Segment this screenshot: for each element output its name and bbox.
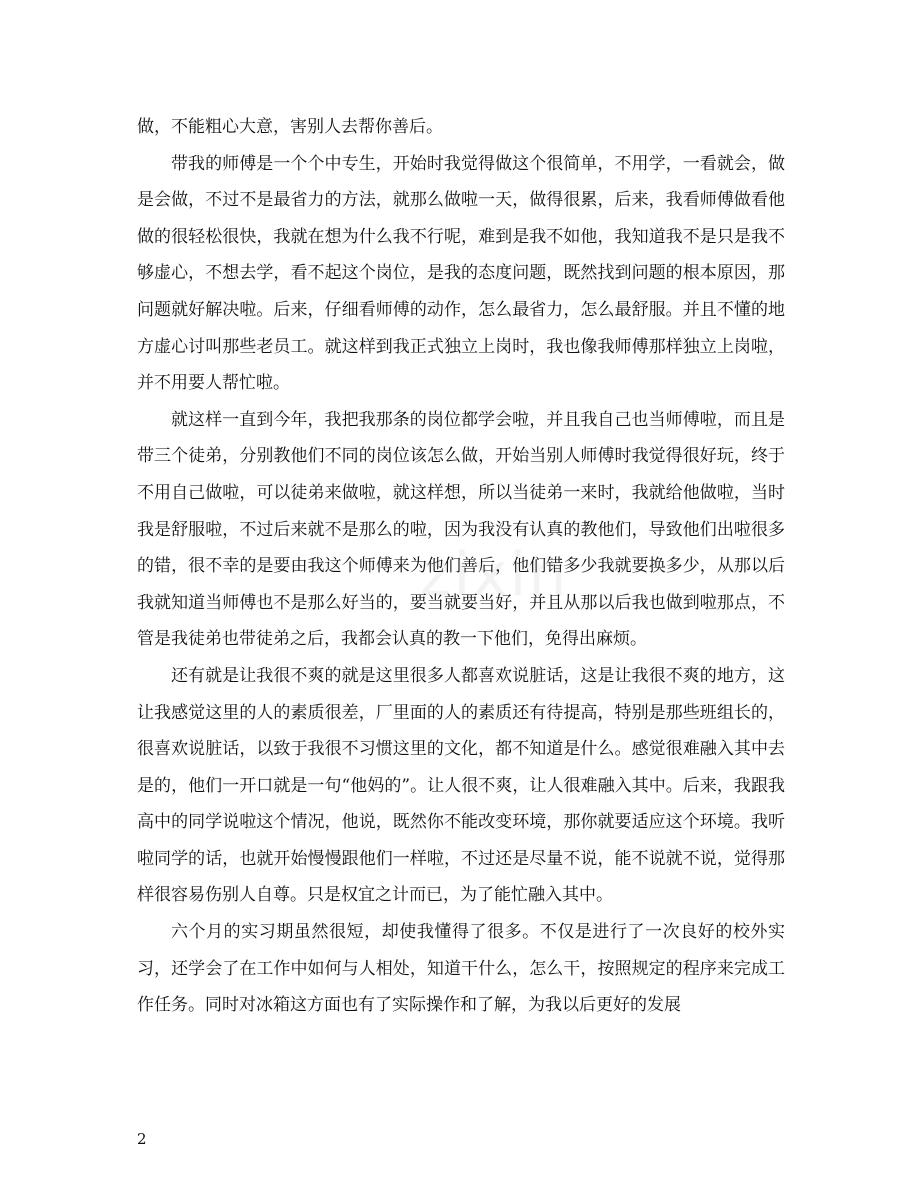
paragraph-5: 六个月的实习期虽然很短，却使我懂得了很多。不仅是进行了一次良好的校外实习，还学会了在工作中如何与人相处，知道干什么，怎么干，按照规定的程序来完成工作任务。同时对冰箱这方面也有了实际操作和了解，为我以后更好的发展 — [137, 922, 785, 1016]
paragraph-3: 就这样一直到今年，我把我那条的岗位都学会啦，并且我自己也当师傅啦，而且是带三个徒弟，分别教他们不同的岗位该怎么做，开始当别人师傅时我觉得很好玩，终于不用自己做啦，可以徒弟来做啦，就这样想，所以当徒弟一来时，我就给他做啦，当时我是舒服啦，不过后来就不是那么的啦，因为我没有认真的教他们，导致他们出啦很多的错，很不幸的是要由我这个师傅来为他们善后，他们错多少我就要换多少，从那以后我就知道当师傅也不是那么好当的，要当就要当好，并且从那以后我也做到啦那点，不管是我徒弟也带徒弟之后，我都会认真的教一下他们，免得出麻烦。 — [137, 409, 785, 650]
watermark: zixin — [420, 540, 569, 610]
paragraph-1: 做，不能粗心大意，害别人去帮你善后。 — [137, 117, 443, 137]
page-number: 2 — [137, 1130, 147, 1148]
body-text — [137, 109, 785, 1024]
paragraph-4: 还有就是让我很不爽的就是这里很多人都喜欢说脏话，这是让我很不爽的地方，这让我感觉这里的人的素质很差，厂里面的人的素质还有待提高，特别是那些班组长的，很喜欢说脏话，以致于我很不习惯这里的文化，都不知道是什么。感觉很难融入其中去是的，他们一开口就是一句“他妈的”。让人很不爽，让人很难融入其中。后来，我跟我高中的同学说啦这个情况，他说，既然你不能改变环境，那你就要适应这个环境。我听啦同学的话，也就开始慢慢跟他们一样啦，不过还是尽量不说，能不说就不说，觉得那样很容易伤别人自尊。只是权宜之计而已，为了能忙融入其中。 — [137, 665, 785, 906]
paragraph-2: 带我的师傅是一个个中专生，开始时我觉得做这个很简单，不用学，一看就会，做是会做，不过不是最省力的方法，就那么做啦一天，做得很累，后来，我看师傅做看他做的很轻松很快，我就在想为什么我不行呢，难到是我不如他，我知道我不是只是我不够虚心，不想去学，看不起这个岗位，是我的态度问题，既然找到问题的根本原因，那问题就好解决啦。后来，仔细看师傅的动作，怎么最省力，怎么最舒服。并且不懂的地方虚心讨叫那些老员工。就这样到我正式独立上岗时，我也像我师傅那样独立上岗啦，并不用要人帮忙啦。 — [137, 153, 785, 394]
